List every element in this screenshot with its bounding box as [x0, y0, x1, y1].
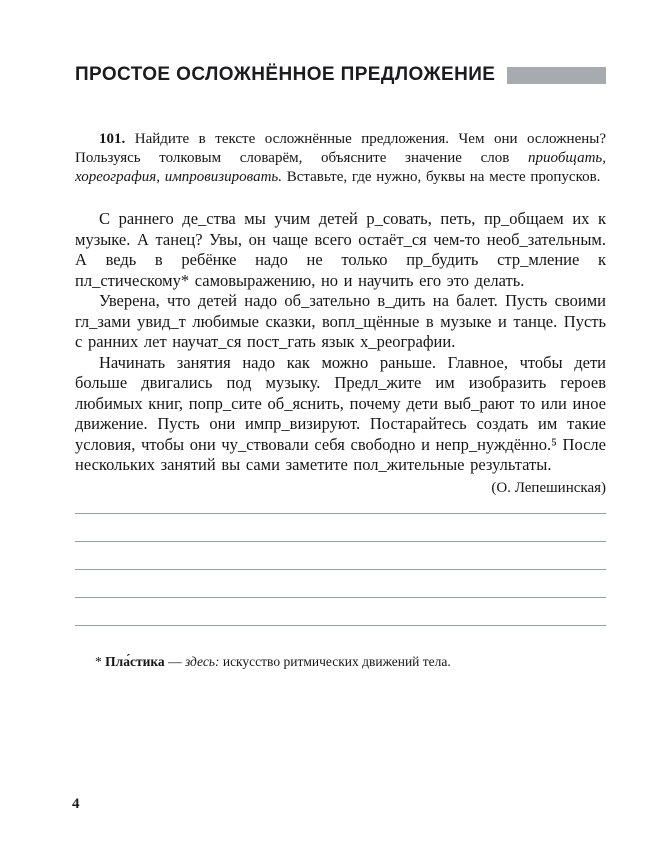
exercise-term-list: приобщать, хореография, импровизировать.	[75, 150, 606, 185]
writing-line	[75, 541, 606, 542]
body-paragraph: Уверена, что детей надо об_зательно в_дить на балет. Пусть своими гл_зами увид_т любимые сказки, вопл_щённые в музыке и танце. Пусть с ранних лет научат_ся пост_гать язык х_реографии.	[75, 291, 606, 351]
footnote-lead-in: здесь:	[184, 653, 220, 669]
writing-line	[75, 625, 606, 626]
footnote-marker: *	[95, 653, 106, 669]
exercise-number: 101.	[99, 131, 126, 147]
page-number: 4	[72, 796, 80, 812]
exercise-text-after: Вставьте, где нужно, буквы на месте пропусков.	[281, 169, 601, 185]
footnote-separator: —	[164, 653, 185, 669]
writing-line	[75, 569, 606, 570]
title-decoration-bar	[507, 67, 606, 84]
body-paragraph: С раннего де_ства мы учим детей р_совать, петь, пр_общаем их к музыке. А танец? Увы, он чаще всего остаёт_ся чем-то необ_зательным. А ведь в ребёнке надо не только пр_будить стр_мление к пл_стическому* самовыражению, но и научить его это делать.	[75, 209, 606, 290]
author-attribution: (О. Лепешинская)	[491, 479, 606, 496]
body-paragraph: Начинать занятия надо как можно раньше. Главное, чтобы дети больше двигались под музыку. Предл_жите им изобразить героев любимых книг, попр_сите об_яснить, почему дети выб_рают то или иное движение. Пусть они импр_визируют. Постарайтесь создать им такие условия, чтобы они чу_ствовали себя свободно и непр_нуждённо.⁵ После нескольких занятий вы сами заметите пол_жительные результаты.	[75, 352, 606, 474]
writing-line	[75, 597, 606, 598]
page-title: ПРОСТОЕ ОСЛОЖНЁННОЕ ПРЕДЛОЖЕНИЕ	[75, 64, 496, 85]
exercise-body-text	[75, 209, 606, 476]
exercise-text-before: Найдите в тексте осложнённые предложения. Чем они осложнены? Пользуясь толковым словарём, объясните значение слов	[75, 131, 606, 166]
exercise-paragraph	[75, 130, 606, 187]
footnote	[75, 653, 606, 670]
footnote-text: искусство ритмических движений тела.	[219, 653, 451, 669]
writing-line	[75, 513, 606, 514]
footnote-term: Пла́стика	[105, 653, 165, 669]
page-header	[75, 64, 606, 86]
writing-lines	[75, 513, 606, 626]
